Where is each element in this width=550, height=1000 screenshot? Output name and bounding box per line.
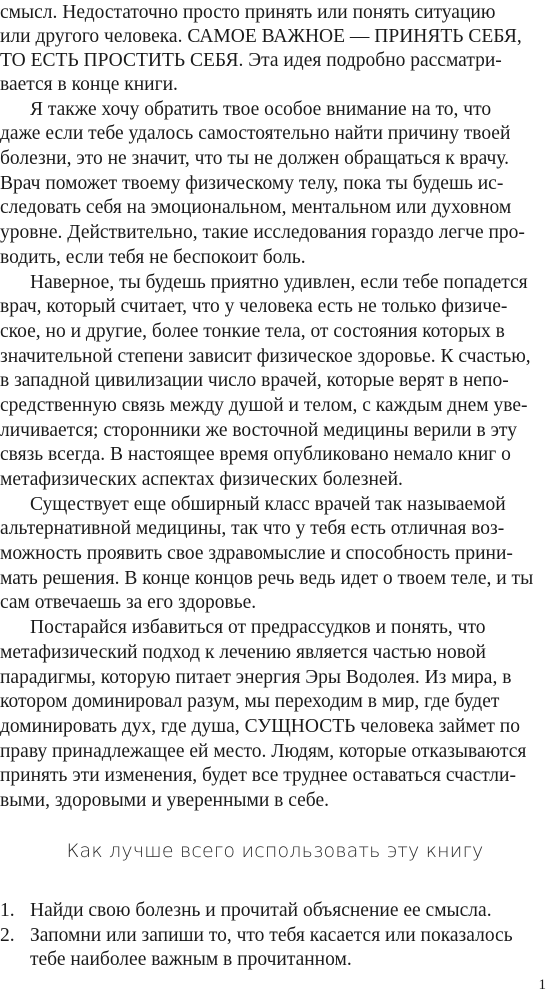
- list-item-text: тебе наиболее важным в прочитанном.: [30, 949, 352, 970]
- text-line: мать решения. В конце концов речь ведь идет о твоем теле, и ты: [0, 568, 534, 589]
- list-item-text: Запомни или запиши то, что тебя касается или показалось: [30, 925, 513, 946]
- list-item-continuation: [0, 947, 550, 973]
- paragraph-start-line: Существует еще обширный класс врачей так называемой: [30, 494, 506, 515]
- text-line: праву принадлежащее ей место. Людям, которые отказываются: [0, 741, 527, 762]
- text-line: можность проявить свое здравомыслие и способность прини-: [0, 543, 513, 564]
- paragraph-start-line: Постарайся избавиться от предрассудков и понять, что: [30, 617, 486, 638]
- text-line: сам отвечаешь за его здоровье.: [0, 592, 257, 613]
- text-line: метафизический подход к лечению является частью новой: [0, 642, 486, 663]
- text-line: личивается; сторонники же восточной медицины верили в эту: [0, 420, 517, 441]
- text-line: уровне. Действительно, такие исследования гораздо легче про-: [0, 222, 525, 243]
- paragraph-start-line: Я также хочу обратить твое особое внимание на то, что: [30, 99, 492, 120]
- text-line: следовать себя на эмоциональном, ментальном или духовном: [0, 197, 512, 218]
- section-heading: Как лучше всего использовать эту книгу: [66, 840, 484, 862]
- text-line: или другого человека. САМОЕ ВАЖНОЕ — ПРИНЯТЬ СЕБЯ,: [0, 26, 522, 47]
- text-line: вается в конце книги.: [0, 74, 178, 95]
- list-number: 2.: [0, 925, 15, 946]
- text-line: водить, если тебя не беспокоит боль.: [0, 247, 306, 268]
- text-line: Врач поможет твоему физическому телу, пока ты будешь ис-: [0, 173, 504, 194]
- list-number: 1.: [0, 900, 15, 921]
- page-number: 1: [538, 977, 546, 993]
- list-item-text: Найди свою болезнь и прочитай объяснение ее смысла.: [30, 900, 492, 921]
- text-line: альтернативной медицины, так что у тебя есть отличная воз-: [0, 518, 505, 539]
- list-item: [0, 923, 550, 949]
- text-line: средственную связь между душой и телом, с каждым днем уве-: [0, 395, 528, 416]
- text-line: болезни, это не значит, что ты не должен обращаться к врачу.: [0, 148, 509, 169]
- text-line: в западной цивилизации число врачей, которые верят в непо-: [0, 370, 509, 391]
- text-line: даже если тебе удалось самостоятельно найти причину твоей: [0, 123, 511, 144]
- text-line: метафизических аспектах физических болезней.: [0, 469, 403, 490]
- list-item: [0, 898, 550, 924]
- text-line: значительной степени зависит физическое здоровье. К счастью,: [0, 346, 531, 367]
- text-line: принять эти изменения, будет все труднее оставаться счастли-: [0, 765, 516, 786]
- text-line: выми, здоровыми и уверенными в себе.: [0, 790, 329, 811]
- text-line: связь всегда. В настоящее время опубликовано немало книг о: [0, 444, 511, 465]
- text-line: ТО ЕСТЬ ПРОСТИТЬ СЕБЯ. Эта идея подробно рассматри-: [0, 50, 502, 71]
- text-line: доминировать дух, где душа, СУЩНОСТЬ человека займет по: [0, 716, 520, 737]
- paragraph-start-line: Наверное, ты будешь приятно удивлен, если тебе попадется: [30, 272, 528, 293]
- text-line: ское, но и другие, более тонкие тела, от состояния которых в: [0, 321, 505, 342]
- text-line: смысл. Недостаточно просто принять или понять ситуацию: [0, 2, 496, 23]
- text-line: котором доминировал разум, мы переходим в мир, где будет: [0, 691, 500, 712]
- text-line: врач, который считает, что у человека есть не только физиче-: [0, 296, 508, 317]
- text-line: парадигмы, которую питает энергия Эры Водолея. Из мира, в: [0, 667, 512, 688]
